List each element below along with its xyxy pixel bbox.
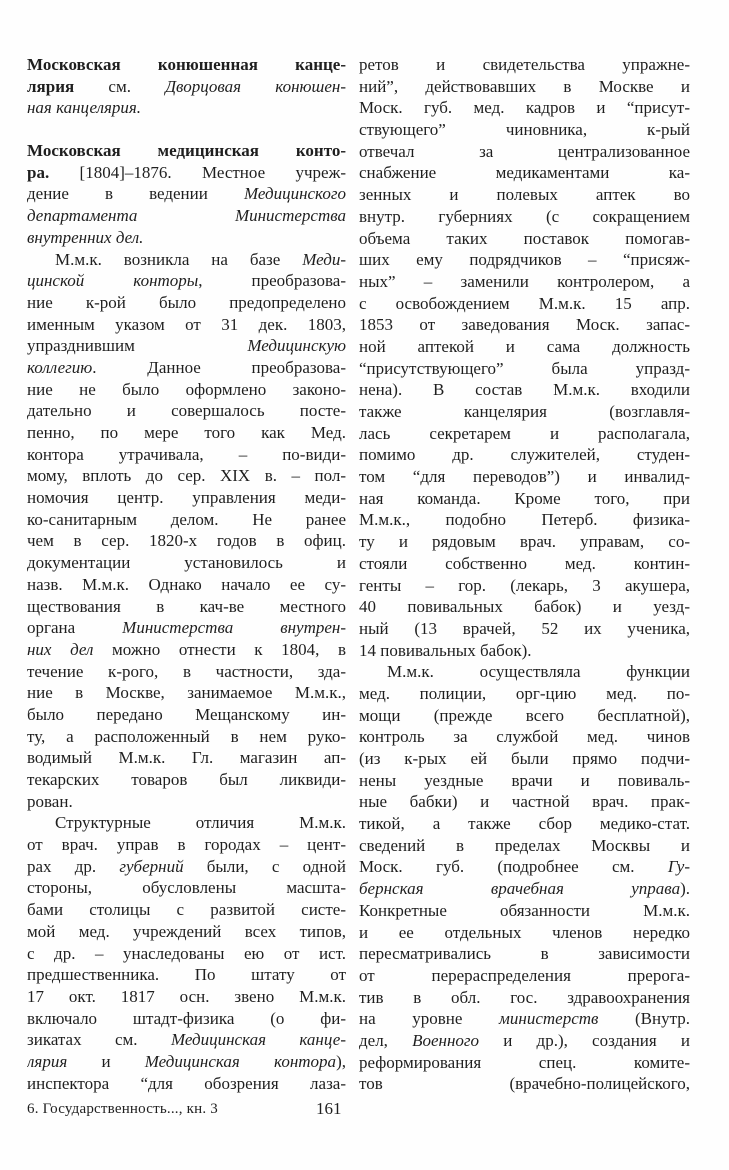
- text-run: рах др.: [27, 856, 120, 876]
- text-run: рован.: [27, 791, 73, 811]
- text-run: упразднившим: [27, 336, 248, 356]
- text-line: [27, 249, 346, 271]
- text-run: генты – гор. (лекарь, 3 акушера,: [359, 575, 690, 595]
- text-line: [27, 639, 346, 661]
- text-run: органа: [27, 618, 123, 638]
- text-line: [359, 293, 690, 315]
- text-run: М.м.к. осуществляла функции: [387, 662, 690, 682]
- text-line: [27, 379, 346, 401]
- text-run: контора утрачивала, – по-види-: [27, 444, 346, 464]
- text-line: [27, 552, 346, 574]
- footer-signature: 6. Государственность..., кн. 3: [27, 1101, 218, 1117]
- text-column-left: [27, 54, 346, 1094]
- text-run: помимо др. служителей, студен-: [359, 445, 690, 465]
- text-run: ствующего” чиновника, к-рый: [359, 120, 690, 140]
- text-line: [27, 812, 346, 834]
- text-line: [27, 76, 346, 98]
- text-run: от врач. управ в городах – цент-: [27, 835, 346, 855]
- text-run: Московская конюшенная канце-: [27, 55, 346, 74]
- text-line: [359, 444, 690, 466]
- text-run: . Данное преобразова-: [92, 357, 346, 377]
- text-line: [27, 140, 346, 162]
- text-run: ний”, действовавших в Москве и: [359, 76, 690, 96]
- text-line: [359, 965, 690, 987]
- text-line: [27, 986, 346, 1008]
- text-line: [359, 618, 690, 640]
- text-line: [27, 791, 346, 813]
- text-run: М.м.к. возникла на базе: [55, 249, 303, 269]
- text-run: Медицинскую: [247, 336, 346, 356]
- text-run: и др.), создания и: [479, 1030, 690, 1050]
- text-line: [359, 423, 690, 445]
- text-run: ние не было оформлено законо-: [27, 379, 346, 399]
- text-run: ко-санитарным делом. Не ранее: [27, 509, 346, 529]
- text-line: [27, 596, 346, 618]
- text-line: [27, 877, 346, 899]
- text-line: [27, 314, 346, 336]
- text-line: [27, 183, 346, 205]
- text-run: ных” – заменили контролером, а: [359, 271, 690, 291]
- text-run: Структурные отличия М.м.к.: [55, 813, 346, 833]
- text-run: сведений в пределах Москвы и: [359, 835, 690, 855]
- text-run: ретов и свидетельства упражне-: [359, 55, 690, 74]
- text-line: [359, 358, 690, 380]
- text-line: [27, 357, 346, 379]
- paragraph-block: [359, 54, 690, 661]
- text-run: (Внутр.: [598, 1009, 690, 1029]
- paragraph-block: [27, 140, 346, 248]
- text-run: Московская медицинская конто-: [27, 141, 346, 161]
- text-run: контроль за службой мед. чинов: [359, 727, 690, 747]
- text-line: [359, 878, 690, 900]
- text-run: чем в сер. 1820-х годов в офиц.: [27, 531, 346, 551]
- text-run: на уровне: [359, 1009, 500, 1029]
- text-run: Медицинская контора: [144, 1051, 337, 1071]
- text-run: реформирования спец. комите-: [359, 1052, 690, 1072]
- text-run: ные бабки) и частной врач. прак-: [359, 792, 690, 812]
- text-run: назв. М.м.к. Однако начало ее су-: [27, 574, 346, 594]
- text-run: внутр. губерниях (с сокращением: [359, 206, 690, 226]
- text-run: были, с одной: [183, 856, 346, 876]
- text-line: [359, 97, 690, 119]
- text-run: 17 окт. 1817 осн. звено М.м.к.: [27, 986, 346, 1006]
- text-run: ный (13 врачей, 52 их ученика,: [359, 618, 690, 638]
- text-line: [27, 943, 346, 965]
- text-line: [359, 705, 690, 727]
- text-run: коллегию: [27, 357, 93, 377]
- text-line: [359, 856, 690, 878]
- text-run: Моск. губ. мед. кадров и “присут-: [359, 98, 690, 118]
- text-line: [359, 249, 690, 271]
- text-run: внутренних дел.: [27, 227, 144, 247]
- text-run: бернская врачебная управа: [359, 879, 681, 899]
- text-run: снабжение медикаментами ка-: [359, 163, 690, 183]
- text-run: текарских товаров был ликвиди-: [27, 770, 346, 789]
- text-line: [27, 899, 346, 921]
- text-run: ту и рядовым врач. управам, со-: [359, 532, 690, 552]
- text-line: [359, 206, 690, 228]
- text-run: бами столицы с развитой систе-: [27, 900, 346, 920]
- text-run: департамента Министерства: [27, 206, 346, 226]
- text-line: [359, 922, 690, 944]
- text-line: [359, 553, 690, 575]
- text-line: [27, 704, 346, 726]
- text-run: 14 повивальных бабок).: [359, 640, 532, 660]
- text-line: [27, 292, 346, 314]
- text-run: мощи (прежде всего бесплатной),: [359, 705, 690, 725]
- text-line: [359, 184, 690, 206]
- text-line: [27, 205, 346, 227]
- text-run: водимый М.м.к. Гл. магазин ап-: [27, 748, 346, 768]
- text-line: [359, 1008, 690, 1030]
- text-run: ту, а расположенный в нем руко-: [27, 726, 346, 746]
- paragraph-block: [359, 661, 690, 1095]
- text-run: ществования в кач-ве местного: [27, 596, 346, 616]
- text-run: цинской конторы: [27, 271, 199, 291]
- page-number: 161: [316, 1099, 342, 1118]
- text-line: [359, 1052, 690, 1074]
- text-line: [27, 400, 346, 422]
- text-line: [27, 617, 346, 639]
- text-line: [359, 813, 690, 835]
- text-run: дел,: [359, 1030, 413, 1050]
- text-run: “присутствующего” была упразд-: [359, 358, 690, 378]
- text-line: [359, 488, 690, 510]
- text-line: [359, 531, 690, 553]
- text-run: них дел: [27, 639, 94, 659]
- text-run: течение к-рого, в частности, зда-: [27, 661, 346, 681]
- text-run: и: [67, 1051, 145, 1071]
- text-run: от перераспределения прерога-: [359, 965, 690, 985]
- text-run: стояли собственно мед. контин-: [359, 553, 690, 573]
- text-line: [359, 683, 690, 705]
- text-run: нена). В состав М.м.к. входили: [359, 380, 690, 400]
- text-line: [359, 76, 690, 98]
- text-line: [359, 1073, 690, 1095]
- text-line: [27, 487, 346, 509]
- text-run: , преобразова-: [198, 271, 346, 291]
- text-column-right: [359, 54, 690, 1095]
- text-run: (из к-рых ей были прямо подчи-: [359, 749, 690, 768]
- text-run: [1804]–1876. Местное учреж-: [49, 162, 346, 182]
- text-run: документации установилось и: [27, 553, 346, 573]
- text-run: лярия: [27, 1051, 68, 1071]
- page-footer: [27, 1099, 690, 1123]
- text-run: было передано Мещанскому ин-: [27, 704, 346, 724]
- text-run: зикатах см.: [27, 1030, 171, 1050]
- text-line: [359, 141, 690, 163]
- paragraph-block: [27, 249, 346, 813]
- text-line: [359, 596, 690, 618]
- text-line: [27, 162, 346, 184]
- text-line: [359, 943, 690, 965]
- text-line: [27, 1008, 346, 1030]
- text-line: [27, 444, 346, 466]
- text-line: [359, 640, 690, 662]
- text-run: лась секретарем и располагала,: [359, 423, 690, 443]
- text-line: [27, 834, 346, 856]
- text-line: [359, 509, 690, 531]
- text-line: [27, 964, 346, 986]
- text-run: лярия: [27, 76, 75, 96]
- text-line: [27, 270, 346, 292]
- text-run: 1853 от заведования Моск. запас-: [359, 315, 690, 335]
- text-line: [27, 335, 346, 357]
- text-line: [27, 465, 346, 487]
- text-line: [27, 921, 346, 943]
- text-line: [359, 336, 690, 358]
- text-run: тив в обл. гос. здравоохранения: [359, 987, 690, 1007]
- text-run: ная канцелярия.: [27, 98, 142, 118]
- text-line: [27, 1073, 346, 1095]
- text-run: объема таких поставок помогав-: [359, 228, 690, 248]
- text-line: [359, 162, 690, 184]
- text-run: мому, вплоть до сер. XIX в. – пол-: [27, 466, 346, 486]
- text-line: [359, 1030, 690, 1052]
- text-run: Медицинская канце-: [170, 1030, 346, 1050]
- text-run: нены уездные врачи и повиваль-: [359, 770, 690, 790]
- paragraph-block: [27, 812, 346, 1094]
- text-line: [27, 1051, 346, 1073]
- text-line: [359, 770, 690, 792]
- text-run: предшественника. По штату от: [27, 965, 346, 985]
- text-run: ра.: [27, 162, 50, 182]
- text-run: ).: [680, 879, 690, 899]
- text-run: пенно, по мере того как Мед.: [27, 423, 346, 442]
- text-line: [359, 748, 690, 770]
- text-run: с освобождением М.м.к. 15 апр.: [359, 293, 690, 313]
- text-run: Моск. губ. (подробнее см.: [359, 857, 668, 877]
- text-line: [359, 314, 690, 336]
- text-line: [27, 1029, 346, 1051]
- text-run: стороны, обусловлены масшта-: [27, 878, 346, 898]
- text-run: см.: [74, 76, 166, 96]
- text-run: губерний: [119, 856, 184, 876]
- text-run: зенных и полевых аптек во: [359, 185, 690, 205]
- text-run: Гу-: [667, 857, 690, 877]
- text-run: с др. – унаследованы ею от ист.: [27, 943, 346, 963]
- text-run: ),: [336, 1051, 346, 1071]
- text-line: [359, 900, 690, 922]
- text-run: пересматривались в зависимости: [359, 944, 690, 964]
- text-line: [359, 575, 690, 597]
- text-run: том “для переводов”) и инвалид-: [359, 467, 690, 487]
- paragraph-block: [27, 54, 346, 119]
- text-run: мед. полиции, орг-цию мед. по-: [359, 683, 690, 703]
- text-line: [27, 509, 346, 531]
- text-line: [359, 401, 690, 423]
- text-run: Меди-: [302, 249, 346, 269]
- text-run: ная команда. Кроме того, при: [359, 488, 690, 508]
- text-line: [359, 987, 690, 1009]
- text-run: министерств: [499, 1009, 599, 1029]
- text-run: ной аптекой и сама должность: [359, 336, 690, 356]
- text-run: дение в ведении: [27, 184, 244, 204]
- text-run: М.м.к., подобно Петерб. физика-: [359, 510, 690, 530]
- text-run: ние к-рой было предопределено: [27, 292, 346, 312]
- text-run: тикой, а также сбор медико-стат.: [359, 814, 690, 834]
- text-line: [27, 769, 346, 791]
- text-run: Конкретные обязанности М.м.к.: [359, 900, 690, 920]
- text-run: отвечал за централизованное: [359, 141, 690, 161]
- text-line: [27, 661, 346, 683]
- text-line: [27, 530, 346, 552]
- text-line: [359, 271, 690, 293]
- text-run: включало штадт-физика (о фи-: [27, 1008, 346, 1028]
- text-line: [27, 856, 346, 878]
- text-line: [27, 726, 346, 748]
- text-line: [359, 661, 690, 683]
- text-run: ших ему подрядчиков – “присяж-: [359, 250, 690, 270]
- text-run: Военного: [412, 1030, 480, 1050]
- text-run: дательно и совершалось посте-: [27, 401, 346, 421]
- text-line: [27, 747, 346, 769]
- text-line: [27, 227, 346, 249]
- text-line: [359, 228, 690, 250]
- text-run: Медицинского: [243, 184, 346, 204]
- text-line: [27, 682, 346, 704]
- text-line: [359, 466, 690, 488]
- text-line: [359, 726, 690, 748]
- text-line: [359, 835, 690, 857]
- text-line: [27, 97, 346, 119]
- text-run: инспектора “для обозрения лаза-: [27, 1073, 346, 1093]
- text-run: также канцелярия (возглавля-: [359, 402, 690, 421]
- text-line: [359, 379, 690, 401]
- text-run: 40 повивальных бабок) и уезд-: [359, 597, 690, 617]
- text-run: тов (врачебно-полицейского,: [359, 1074, 690, 1094]
- text-line: [359, 54, 690, 76]
- text-line: [27, 574, 346, 596]
- text-run: ние в Москве, занимаемое М.м.к.,: [27, 683, 346, 703]
- text-run: можно отнести к 1804, в: [93, 639, 346, 659]
- text-run: именным указом от 31 дек. 1803,: [27, 314, 346, 334]
- text-run: мой мед. учреждений всех типов,: [27, 921, 346, 941]
- text-line: [27, 422, 346, 444]
- text-run: и ее отдельных членов нередко: [359, 922, 690, 942]
- text-run: номочия центр. управления меди-: [27, 488, 346, 508]
- text-run: Дворцовая конюшен-: [165, 76, 346, 96]
- text-run: Министерства внутрен-: [122, 618, 346, 638]
- text-line: [27, 54, 346, 76]
- text-line: [359, 119, 690, 141]
- text-line: [359, 791, 690, 813]
